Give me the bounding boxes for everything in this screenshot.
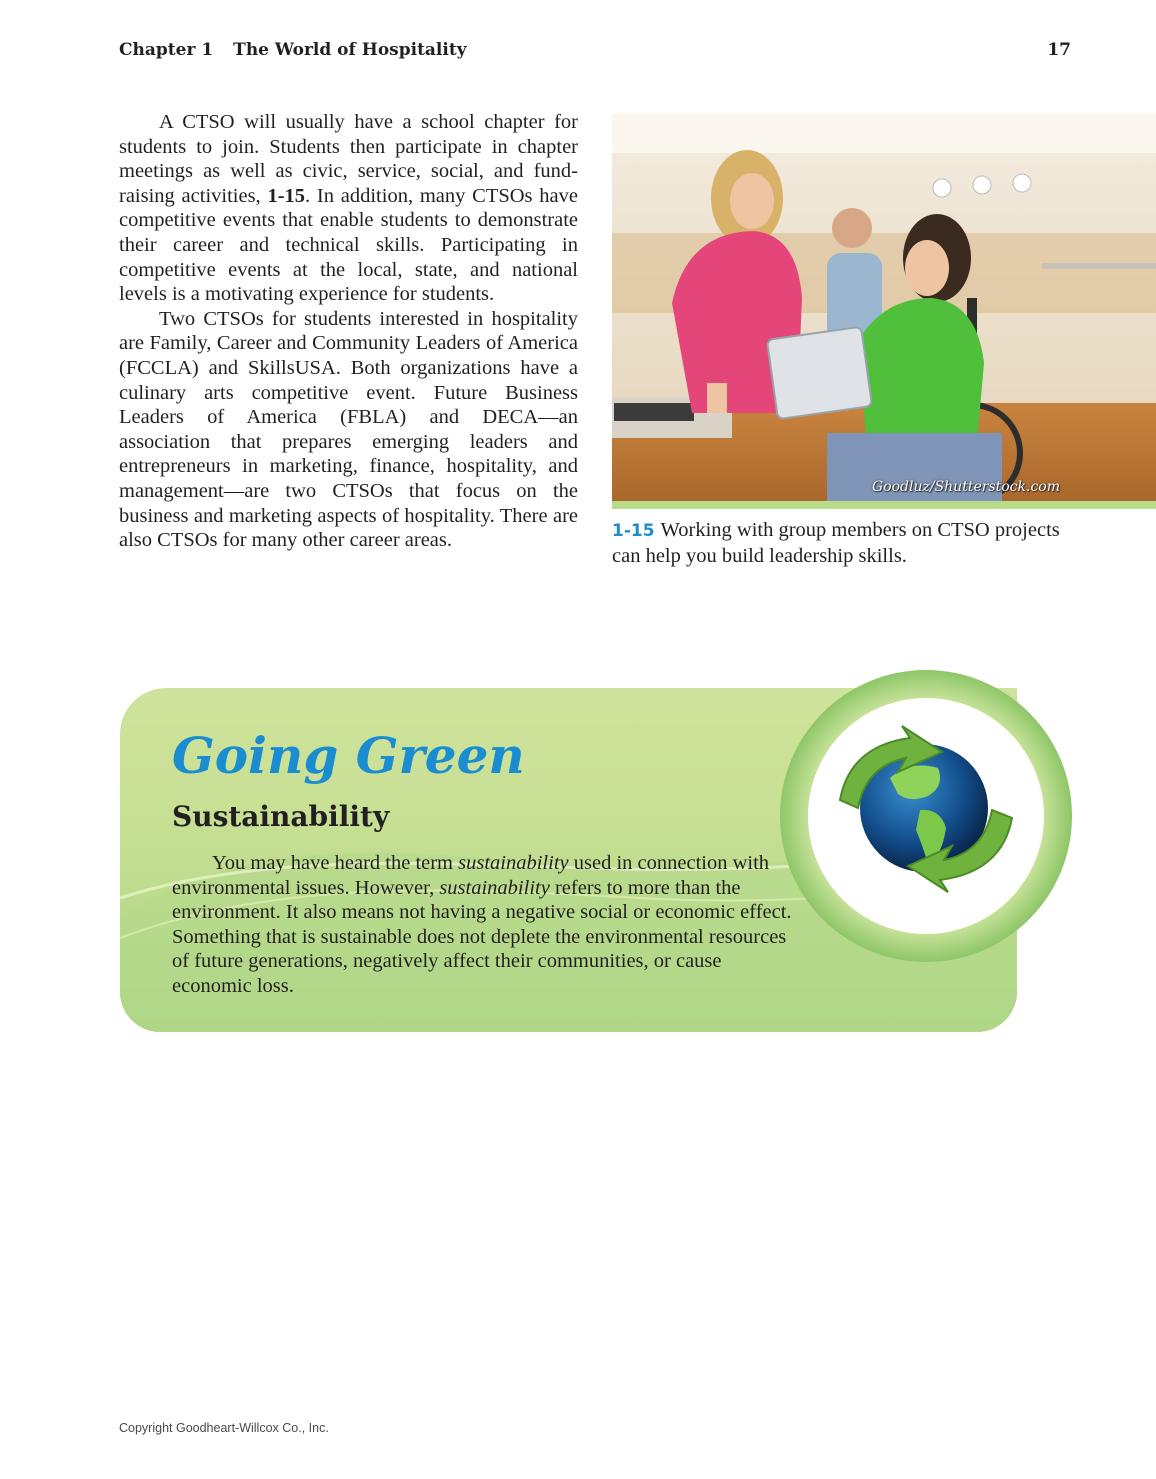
figure-photo bbox=[612, 113, 1156, 509]
body-text-column bbox=[119, 110, 578, 553]
term-sustainability: sustainability bbox=[458, 852, 569, 874]
page-number: 17 bbox=[1047, 40, 1071, 60]
going-green-subtitle: Sustainability bbox=[172, 800, 390, 833]
caption-text: Working with group members on CTSO projects can help you build leadership skills. bbox=[612, 519, 1060, 567]
copyright-footer: Copyright Goodheart-Willcox Co., Inc. bbox=[119, 1421, 329, 1435]
figure-reference: 1-15 bbox=[267, 184, 306, 207]
chapter-heading bbox=[119, 40, 467, 60]
chapter-title: The World of Hospitality bbox=[233, 40, 467, 60]
going-green-title: Going Green bbox=[172, 726, 525, 785]
body-paragraph-2: Two CTSOs for students interested in hospitality are Family, Career and Community Leaders of America (FCCLA) and SkillsUSA. Both organizations have a culinary arts competitive event. Future Business Leaders of America (FBLA) and DECA—an association that prepares emerging leaders and entrepreneurs in marketing, finance, hospitality, and management—are two CTSOs that focus on the business and marketing aspects of hospitality. There are also CTSOs for many other career areas. bbox=[119, 307, 578, 552]
photo-credit: Goodluz/Shutterstock.com bbox=[871, 479, 1060, 495]
running-header bbox=[119, 40, 1071, 66]
going-green-text: You may have heard the term sustainability used in connection with environmental issues. However, sustainability refers to more than the environment. It also means not having a negative social or economic effect. Something that is sustainable does not deplete the environmental resources of future generations, negatively affect their communities, or cause economic loss. bbox=[172, 852, 792, 997]
photo-accent-strip bbox=[612, 501, 1156, 509]
chapter-label: Chapter 1 bbox=[119, 40, 214, 60]
recycle-globe-icon bbox=[770, 668, 1082, 964]
body-paragraph-1: A CTSO will usually have a school chapter for students to join. Students then participate in chapter meetings as well as civic, service, social, and fund-raising activities, 1-15. In addition, many CTSOs have competitive events that enable students to demonstrate their career and technical skills. Participating in competitive events at the local, state, and national levels is a motivating experience for students. bbox=[119, 111, 578, 306]
photo-illustration bbox=[612, 113, 1156, 509]
figure-caption bbox=[612, 518, 1092, 568]
term-sustainability: sustainability bbox=[439, 876, 550, 899]
caption-number: 1-15 bbox=[612, 521, 655, 541]
